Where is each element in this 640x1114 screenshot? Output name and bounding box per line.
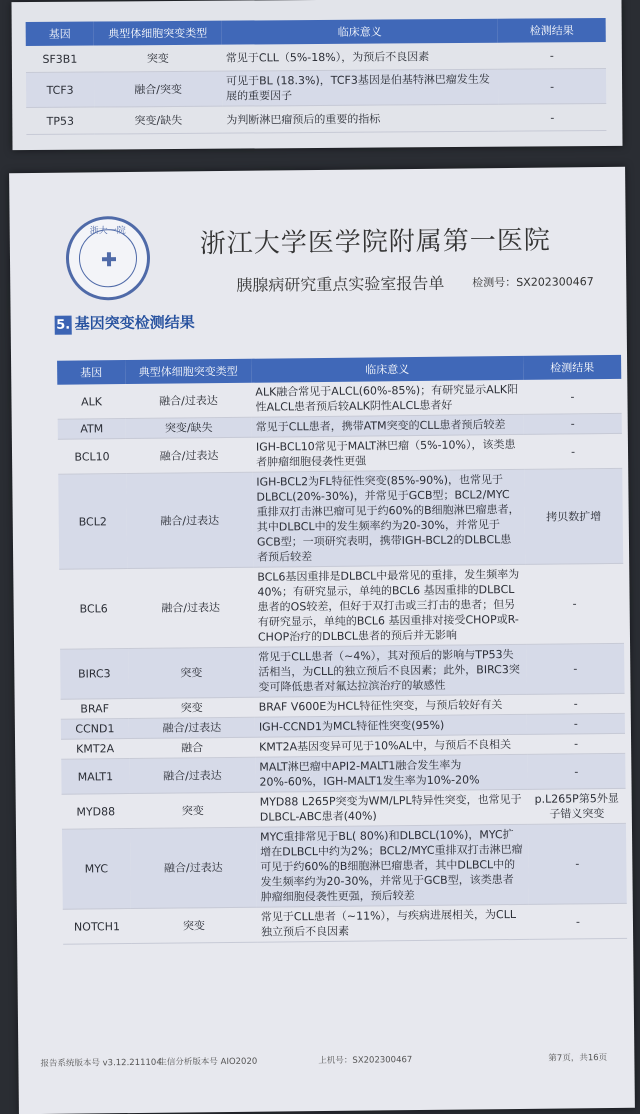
gene-cell: MALT1 (61, 759, 129, 795)
table-row (59, 563, 624, 649)
gene-cell: TP53 (26, 107, 94, 134)
report-number-value: SX202300467 (516, 275, 594, 289)
gene-cell: ALK (57, 384, 125, 419)
report-page (9, 167, 635, 1114)
medical-cross-icon (102, 252, 116, 266)
col-type: 典型体细胞突变类型 (94, 21, 222, 46)
significance-cell: 常见于CLL（5%-18%），为预后不良因素 (222, 43, 498, 71)
col-result: 检测结果 (498, 18, 606, 43)
gene-cell: BCL10 (58, 439, 126, 475)
significance-cell: MYD88 L265P突变为WM/LPL特异性突变，也常见于DLBCL-ABC患者(40%) (256, 789, 528, 827)
mutation-type-cell: 突变/缺失 (126, 417, 252, 438)
gene-cell: MYD88 (62, 794, 130, 830)
significance-cell: BRAF V600E为HCL特征性突变，与预后较好有关 (255, 694, 527, 717)
result-cell: - (498, 42, 606, 69)
col-gene: 基因 (57, 360, 125, 385)
significance-cell: KMT2A基因变异可见于10%AL中，与预后不良相关 (255, 734, 527, 757)
section-title-text: 基因突变检测结果 (74, 313, 195, 333)
gene-cell: CCND1 (61, 719, 129, 740)
result-cell: - (524, 433, 622, 469)
table-row (60, 643, 624, 699)
result-cell: - (498, 68, 606, 104)
report-id: 上机号：SX202300467 (318, 1055, 413, 1067)
significance-cell: 可见于BL (18.3%)，TCF3基因是伯基特淋巴瘤发生发展的重要因子 (222, 69, 498, 106)
gene-cell: BCL6 (59, 569, 128, 650)
significance-cell: 常见于CLL患者（~4%），其对预后的影响与TP53失活相当，为CLL的独立预后不良因素；此外，BIRC3突变可降低患者对氟达拉滨治疗的敏感性 (254, 644, 527, 697)
mutation-type-cell: 突变 (94, 45, 222, 72)
mutation-type-cell: 融合/突变 (94, 71, 222, 107)
table-row (58, 433, 622, 474)
previous-page (11, 0, 622, 150)
hospital-name: 浙江大学医学院附属第一医院 (199, 225, 551, 260)
mutation-type-cell: 突变/缺失 (94, 106, 222, 134)
significance-cell: MALT淋巴瘤中API2-MALT1融合发生率为20%-60%，IGH-MALT1发生率为10%-20% (255, 754, 527, 792)
logo-text: 浙大一院 (89, 226, 126, 237)
table-row (61, 753, 625, 794)
page-number: 第7页，共16页 (548, 1053, 608, 1064)
mutation-type-cell: 突变 (131, 907, 257, 943)
gene-cell: BIRC3 (60, 649, 129, 700)
significance-cell: IGH-BCL10常见于MALT淋巴瘤（5%-10%），该类患者肿瘤细胞侵袭性更强 (252, 434, 524, 472)
result-cell: 拷贝数扩增 (524, 468, 623, 564)
result-cell: - (524, 413, 622, 434)
significance-cell: 常见于CLL患者（~11%），与疾病进展相关，为CLL独立预后不良因素 (257, 904, 529, 942)
mutation-type-cell: 融合/过表达 (127, 567, 254, 648)
significance-cell: IGH-BCL2为FL特征性突变(85%-90%)，也常见于DLBCL(20%-30%)，并常见于GCB型；BCL2/MYC重排双打击淋巴瘤可见于约60%的B细胞淋巴瘤患者，其中DLBCL中的发生频率约为20-30%，并常见于GCB型；一项研究表明，携带IGH-BCL2的DLBCL患者预后较差 (252, 469, 525, 567)
mutation-type-cell: 融合 (129, 737, 255, 758)
result-cell: - (523, 379, 621, 415)
section-number: 5. (55, 316, 72, 335)
result-cell: - (527, 733, 625, 754)
gene-mutation-table (57, 355, 627, 945)
result-cell: - (528, 823, 627, 904)
mutation-type-cell: 融合/过表达 (126, 437, 252, 473)
result-cell: - (529, 903, 627, 939)
mutation-type-cell: 突变 (129, 697, 255, 718)
mutation-type-cell: 突变 (128, 647, 255, 698)
section-title (55, 311, 195, 334)
result-cell: - (527, 713, 625, 734)
table-row (63, 903, 627, 944)
table-row (26, 68, 606, 107)
gene-cell: SF3B1 (26, 46, 94, 73)
lab-name: 胰腺病研究重点实验室报告单 (236, 273, 445, 295)
mutation-type-cell: 融合/过表达 (129, 757, 255, 793)
table-row (62, 788, 626, 829)
table-row (57, 379, 621, 419)
hospital-logo (66, 216, 151, 301)
significance-cell: IGH-CCND1为MCL特征性突变(95%) (255, 714, 527, 737)
mutation-type-cell: 融合/过表达 (126, 472, 253, 568)
table-row (58, 468, 623, 569)
analysis-version: 生信分析版本号 AIO2020 (158, 1056, 258, 1068)
mutation-type-cell: 融合/过表达 (129, 717, 255, 738)
significance-cell: 为判断淋巴瘤预后的重要的指标 (222, 104, 498, 133)
result-cell: p.L265P第5外显子错义突变 (528, 788, 626, 824)
gene-cell: BCL2 (58, 474, 127, 570)
table-row (26, 42, 606, 73)
table-row (62, 823, 627, 909)
gene-cell: TCF3 (26, 72, 94, 107)
significance-cell: MYC重排常见于BL( 80%)和DLBCL(10%)，MYC扩增在DLBCL中约为2%；BCL2/MYC重排双打击淋巴瘤可见于约60%的B细胞淋巴瘤患者，其中DLBCL中的发生频率约为20-30%，并常见于GCB型，该类患者肿瘤细胞侵袭性更强，预后较差 (256, 824, 529, 907)
system-version: 报告系统版本号 v3.12.211104 (40, 1057, 162, 1069)
result-cell: - (525, 563, 624, 644)
mutation-type-cell: 融合/过表达 (125, 383, 251, 419)
col-type: 典型体细胞突变类型 (125, 359, 251, 384)
col-significance: 临床意义 (251, 356, 523, 383)
gene-cell: BRAF (61, 699, 129, 720)
logo-ring (79, 229, 138, 288)
mutation-type-cell: 突变 (130, 792, 256, 828)
significance-cell: 常见于CLL患者，携带ATM突变的CLL患者预后较差 (252, 414, 524, 437)
col-result: 检测结果 (523, 355, 621, 380)
col-gene: 基因 (26, 22, 94, 46)
significance-cell: ALK融合常见于ALCL(60%-85%)；有研究显示ALK阳性ALCL患者预后较ALK阴性ALCL患者好 (251, 380, 523, 417)
gene-cell: KMT2A (61, 739, 129, 760)
mutation-type-cell: 融合/过表达 (130, 827, 257, 908)
gene-cell: ATM (58, 419, 126, 440)
result-cell: - (498, 103, 606, 131)
report-number-label: 检测号： (472, 275, 517, 290)
table-row (26, 103, 606, 134)
result-cell: - (526, 643, 625, 694)
prev-gene-table (26, 18, 607, 135)
gene-cell: NOTCH1 (63, 909, 131, 945)
report-number (472, 273, 594, 290)
gene-cell: MYC (62, 829, 131, 910)
result-cell: - (527, 693, 625, 714)
result-cell: - (527, 753, 625, 789)
col-significance: 临床意义 (222, 19, 498, 45)
significance-cell: BCL6基因重排是DLBCL中最常见的重排，发生频率为40%；有研究显示，单纯的BCL6 基因重排的DLBCL患者的OS较差，但好于双打击或三打击的患者；但另有研究显示，单纯的BCL6 基因重排对接受CHOP或R-CHOP治疗的DLBCL患者的预后并无影响 (253, 564, 526, 647)
